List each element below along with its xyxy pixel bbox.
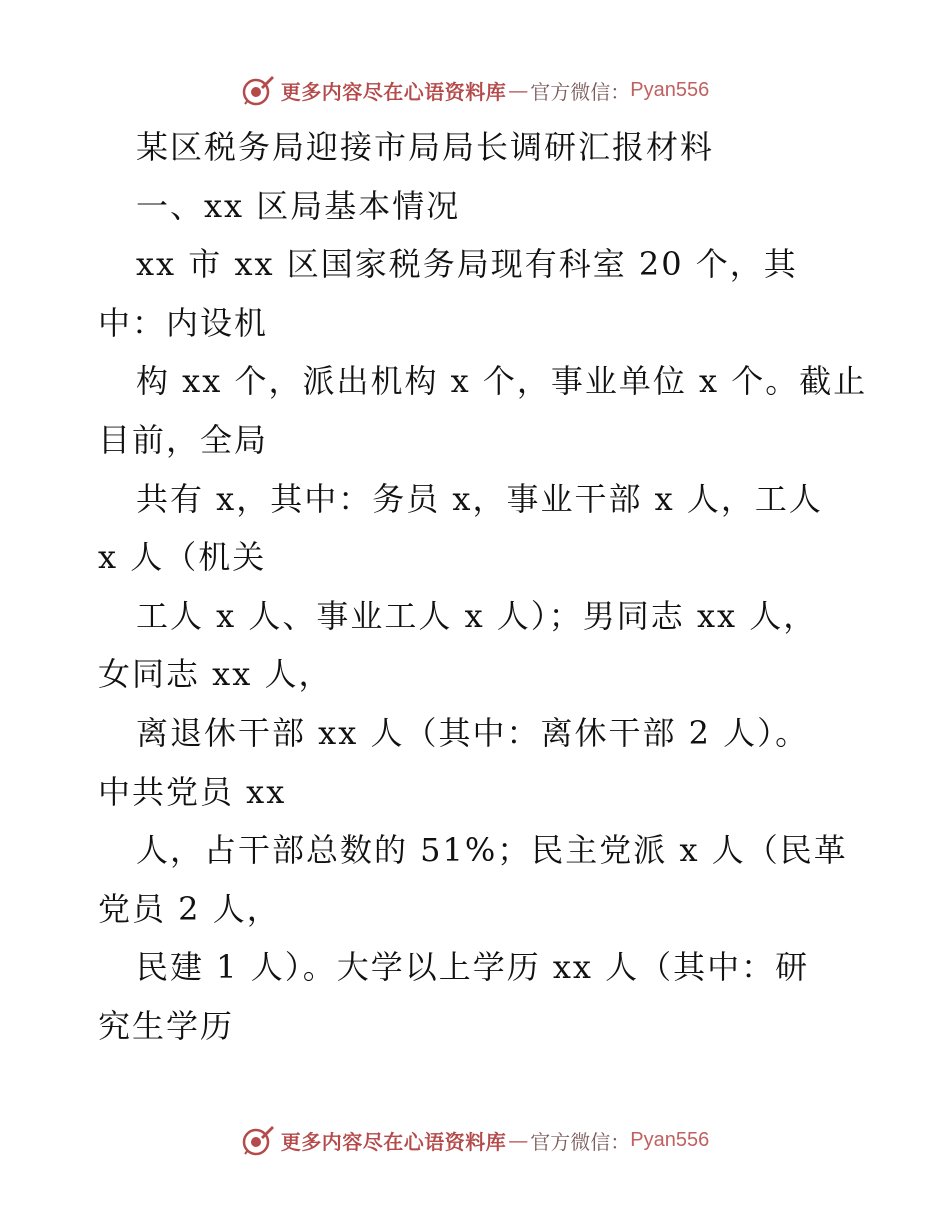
paragraph-line: 女同志 xx 人， bbox=[98, 655, 333, 694]
paragraph-line: 党员 2 人， bbox=[98, 889, 281, 928]
paragraph-line: 工人 x 人、事业工人 x 人）；男同志 xx 人， bbox=[136, 596, 818, 635]
paragraph-line: 构 xx 个，派出机构 x 个，事业单位 x 个。截止 bbox=[136, 362, 868, 401]
banner-wechat-label: 官方微信： bbox=[530, 79, 631, 104]
banner-wechat-id: Pyan556 bbox=[630, 1128, 710, 1151]
document-body bbox=[98, 118, 868, 1056]
paragraph-line: 人，占干部总数的 51%；民主党派 x 人（民革 bbox=[136, 831, 848, 870]
paragraph-line: 中共党员 xx bbox=[98, 772, 287, 811]
banner-dash: — bbox=[508, 1128, 529, 1152]
paragraph-line: 中：内设机 bbox=[98, 303, 269, 342]
paragraph-line: 目前，全局 bbox=[98, 420, 269, 459]
section-heading: 一、xx 区局基本情况 bbox=[136, 186, 461, 225]
banner-main-text: 更多内容尽在心语资料库 bbox=[280, 79, 507, 104]
document-title: 某区税务局迎接市局局长调研汇报材料 bbox=[136, 128, 715, 166]
paragraph-line: 究生学历 bbox=[98, 1006, 235, 1045]
header-banner bbox=[0, 70, 950, 110]
paragraph-line: x 人（机关 bbox=[98, 538, 267, 577]
paragraph-line: 共有 x，其中：务员 x，事业干部 x 人，工人 bbox=[136, 479, 823, 518]
paragraph-line: 民建 1 人）。大学以上学历 xx 人（其中：研 bbox=[136, 948, 810, 987]
banner-wechat-label: 官方微信： bbox=[530, 1129, 631, 1154]
banner-dash: — bbox=[508, 78, 529, 102]
banner-main-text: 更多内容尽在心语资料库 bbox=[280, 1129, 507, 1154]
pen-logo-icon bbox=[241, 1123, 275, 1157]
paragraph-line: 离退休干部 xx 人（其中：离休干部 2 人）。 bbox=[136, 713, 810, 752]
pen-logo-icon bbox=[241, 73, 275, 107]
banner-wechat-id: Pyan556 bbox=[630, 78, 710, 101]
paragraph-line: xx 市 xx 区国家税务局现有科室 20 个，其 bbox=[136, 245, 798, 284]
footer-banner bbox=[0, 1120, 950, 1160]
